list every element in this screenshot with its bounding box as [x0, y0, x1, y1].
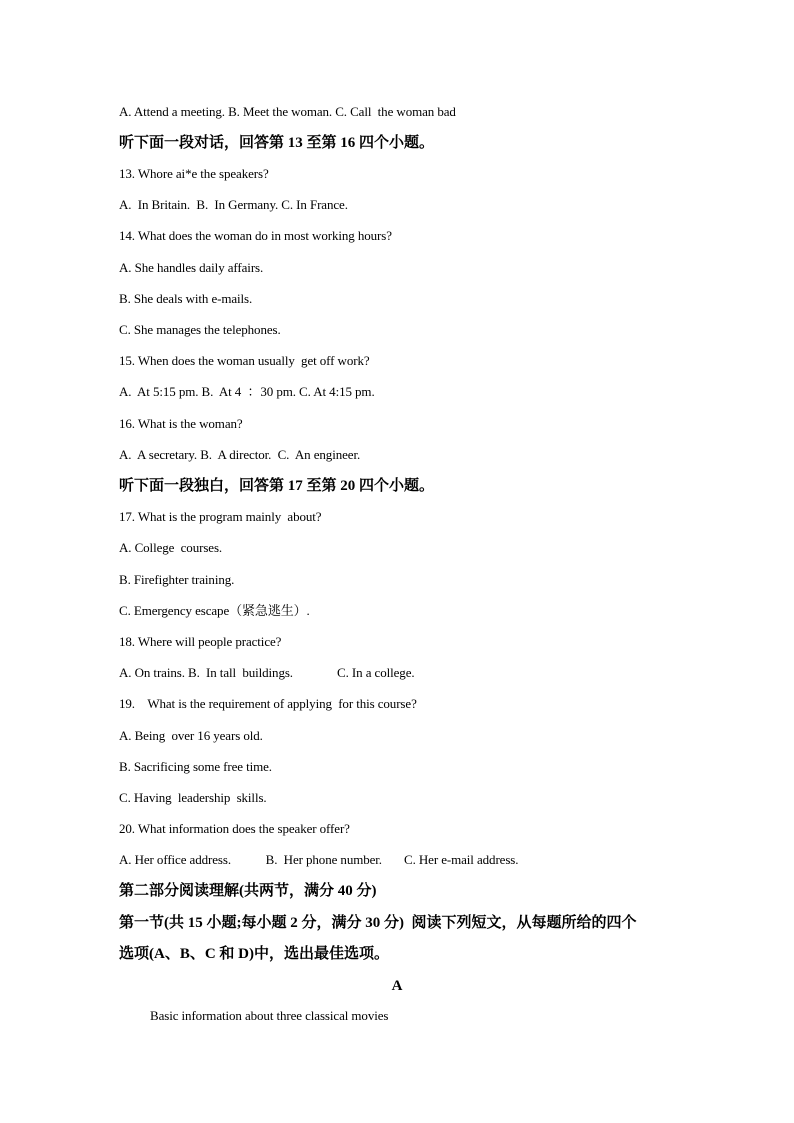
section-instruction-13-16: 听下面一段对话，回答第 13 至第 16 四个小题。 — [119, 135, 435, 151]
passage-a-title: Basic information about three classical movies — [150, 1008, 389, 1023]
q15-options: A. At 5:15 pm. B. At 4 ：30 pm. C. At 4:15 pm. — [119, 384, 375, 399]
q19-option-c: C. Having leadership skills. — [119, 790, 267, 805]
question-18: 18. Where will people practice? — [119, 634, 282, 649]
section-one-instruction: 第一节(共 15 小题;每小题 2 分，满分 30 分) 阅读下列短文，从每题所给的四个 — [119, 915, 637, 931]
q14-option-a: A. She handles daily affairs. — [119, 260, 264, 275]
q16-options: A. A secretary. B. A director. C. An engineer. — [119, 447, 361, 462]
q20-options: A. Her office address. B. Her phone number. C. Her e-mail address. — [119, 852, 519, 867]
question-15: 15. When does the woman usually get off work? — [119, 353, 370, 368]
question-19: 19. What is the requirement of applying for this course? — [119, 696, 417, 711]
q14-option-b: B. She deals with e-mails. — [119, 291, 253, 306]
q19-option-a: A. Being over 16 years old. — [119, 728, 263, 743]
question-16: 16. What is the woman? — [119, 416, 243, 431]
q13-options: A. In Britain. B. In Germany. C. In France. — [119, 197, 348, 212]
q14-option-c: C. She manages the telephones. — [119, 322, 281, 337]
q17-option-a: A. College courses. — [119, 540, 223, 555]
q18-options: A. On trains. B. In tall buildings. C. In a college. — [119, 665, 415, 680]
question-13: 13. Whore ai*e the speakers? — [119, 166, 269, 181]
passage-label-a: A — [391, 978, 403, 994]
section-one-instruction-cont: 选项(A、B、C 和 D)中，选出最佳选项。 — [119, 946, 389, 962]
question-14: 14. What does the woman do in most working hours? — [119, 228, 392, 243]
q17-option-b: B. Firefighter training. — [119, 572, 235, 587]
q12-options: A. Attend a meeting. B. Meet the woman. C. Call the woman bad — [119, 104, 456, 119]
section-instruction-17-20: 听下面一段独白，回答第 17 至第 20 四个小题。 — [119, 478, 435, 494]
part-two-heading: 第二部分阅读理解(共两节，满分 40 分) — [119, 883, 377, 899]
q17-option-c: C. Emergency escape（紧急逃生）. — [119, 603, 310, 618]
question-20: 20. What information does the speaker offer? — [119, 821, 350, 836]
question-17: 17. What is the program mainly about? — [119, 509, 322, 524]
q19-option-b: B. Sacrificing some free time. — [119, 759, 272, 774]
